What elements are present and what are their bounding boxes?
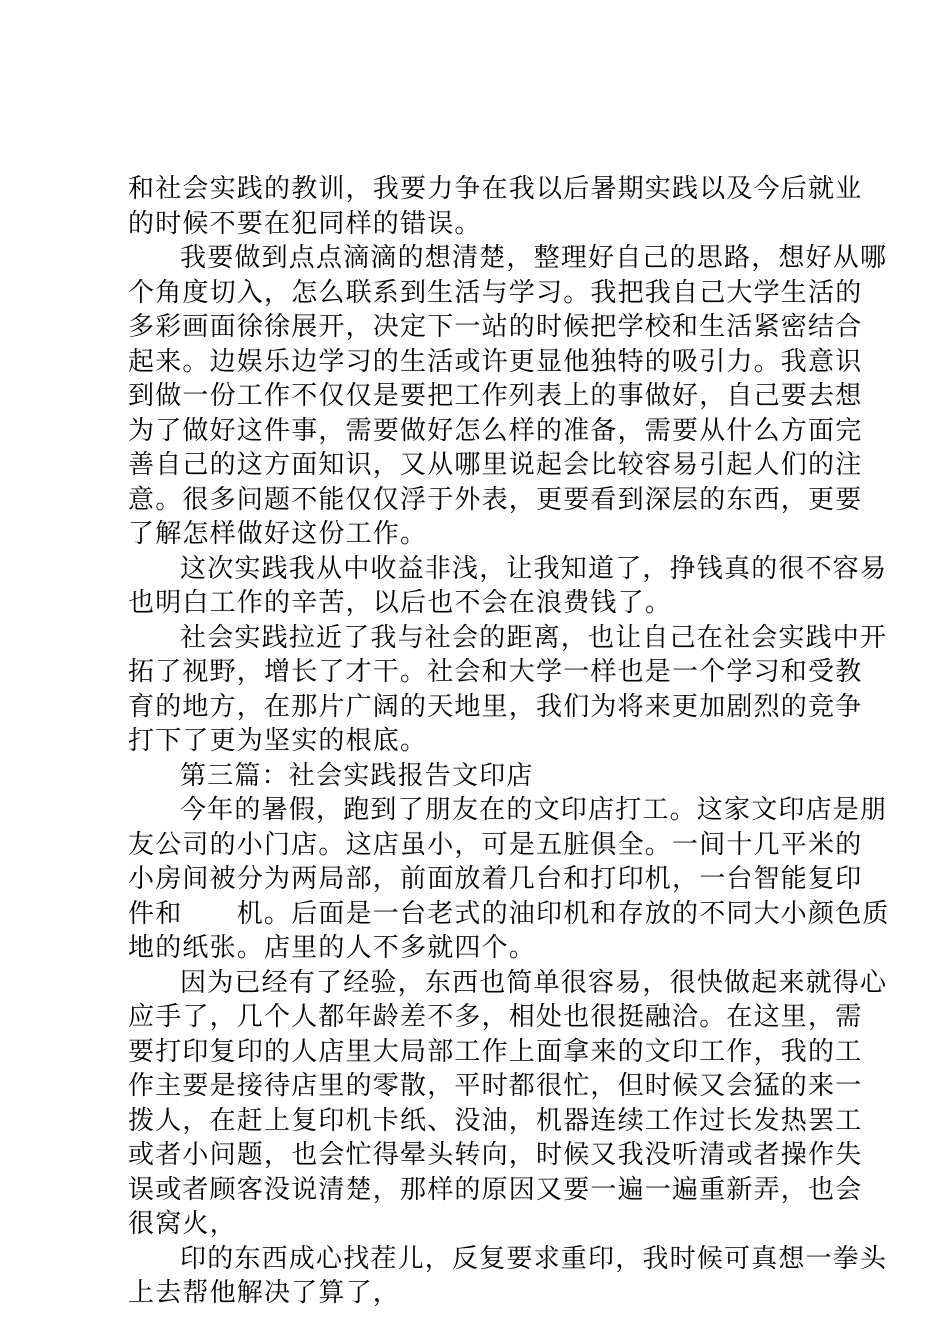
paragraph xyxy=(128,621,888,759)
text-line: 小房间被分为两局部，前面放着几台和打印机，一台智能复印 xyxy=(128,864,863,894)
text-line: 善自己的这方面知识，又从哪里说起会比较容易引起人们的注 xyxy=(128,450,863,480)
text-line: 第三篇：社会实践报告文印店 xyxy=(180,760,534,791)
text-line: 地的纸张。店里的人不多就四个。 xyxy=(128,933,537,963)
text-line: 育的地方，在那片广阔的天地里，我们为将来更加剧烈的竞争 xyxy=(128,691,863,722)
text-line: 应手了，几个人都年龄差不多，相处也很挺融洽。在这里，需 xyxy=(128,1002,863,1032)
text-line: 了解怎样做好这份工作。 xyxy=(128,519,428,549)
text-line: 起来。边娱乐边学习的生活或许更显他独特的吸引力。我意识 xyxy=(128,346,863,377)
text-line: 或者小问题，也会忙得晕头转向，时候又我没听清或者操作失 xyxy=(128,1140,863,1170)
text-line: 的时候不要在犯同样的错误。 xyxy=(128,208,482,239)
paragraph xyxy=(128,241,888,552)
text-line: 件和 机。后面是一台老式的油印机和存放的不同大小颜色质 xyxy=(128,898,890,929)
document-body xyxy=(128,172,890,1311)
text-line: 也明白工作的辛苦，以后也不会在浪费钱了。 xyxy=(128,588,673,618)
paragraph xyxy=(128,172,863,241)
text-line: 误或者顾客没说清楚，那样的原因又要一遍一遍重新弄，也会 xyxy=(128,1174,863,1205)
text-line: 作主要是接待店里的零散，平时都很忙，但时候又会猛的来一 xyxy=(128,1071,863,1101)
text-line: 为了做好这件事，需要做好怎么样的准备，需要从什么方面完 xyxy=(128,415,863,446)
text-line: 拓了视野，增长了才干。社会和大学一样也是一个学习和受教 xyxy=(128,657,863,687)
text-line: 社会实践拉近了我与社会的距离，也让自己在社会实践中开 xyxy=(180,622,888,653)
text-line: 拨人，在赶上复印机卡纸、没油，机器连续工作过长发热罢工 xyxy=(128,1105,863,1136)
text-line: 印的东西成心找茬儿，反复要求重印，我时候可真想一拳头 xyxy=(180,1243,888,1274)
section-heading xyxy=(128,759,838,794)
text-line: 多彩画面徐徐展开，决定下一站的时候把学校和生活紧密结合 xyxy=(128,312,863,342)
text-line: 今年的暑假，跑到了朋友在的文印店打工。这家文印店是朋 xyxy=(180,795,888,825)
text-line: 因为已经有了经验，东西也简单很容易，很快做起来就得心 xyxy=(180,967,888,998)
text-line: 很窝火， xyxy=(128,1209,237,1239)
text-line: 上去帮他解决了算了， xyxy=(128,1278,401,1308)
paragraph xyxy=(128,966,888,1242)
paragraph xyxy=(128,1242,888,1311)
text-line: 要打印复印的人店里大局部工作上面拿来的文印工作，我的工 xyxy=(128,1036,863,1067)
text-line: 这次实践我从中收益非浅，让我知道了，挣钱真的很不容易 xyxy=(180,553,888,584)
paragraph xyxy=(128,552,888,621)
text-line: 友公司的小门店。这店虽小，可是五脏俱全。一间十几平米的 xyxy=(128,829,863,860)
text-line: 到做一份工作不仅仅是要把工作列表上的事做好，自己要去想 xyxy=(128,381,863,411)
text-line: 和社会实践的教训，我要力争在我以后暑期实践以及今后就业 xyxy=(128,174,863,204)
text-line: 意。很多问题不能仅仅浮于外表，更要看到深层的东西，更要 xyxy=(128,484,863,515)
text-line: 打下了更为坚实的根底。 xyxy=(128,726,428,756)
text-line: 个角度切入，怎么联系到生活与学习。我把我自己大学生活的 xyxy=(128,277,863,308)
text-line: 我要做到点点滴滴的想清楚，整理好自己的思路，想好从哪 xyxy=(180,243,888,273)
paragraph xyxy=(128,793,890,966)
